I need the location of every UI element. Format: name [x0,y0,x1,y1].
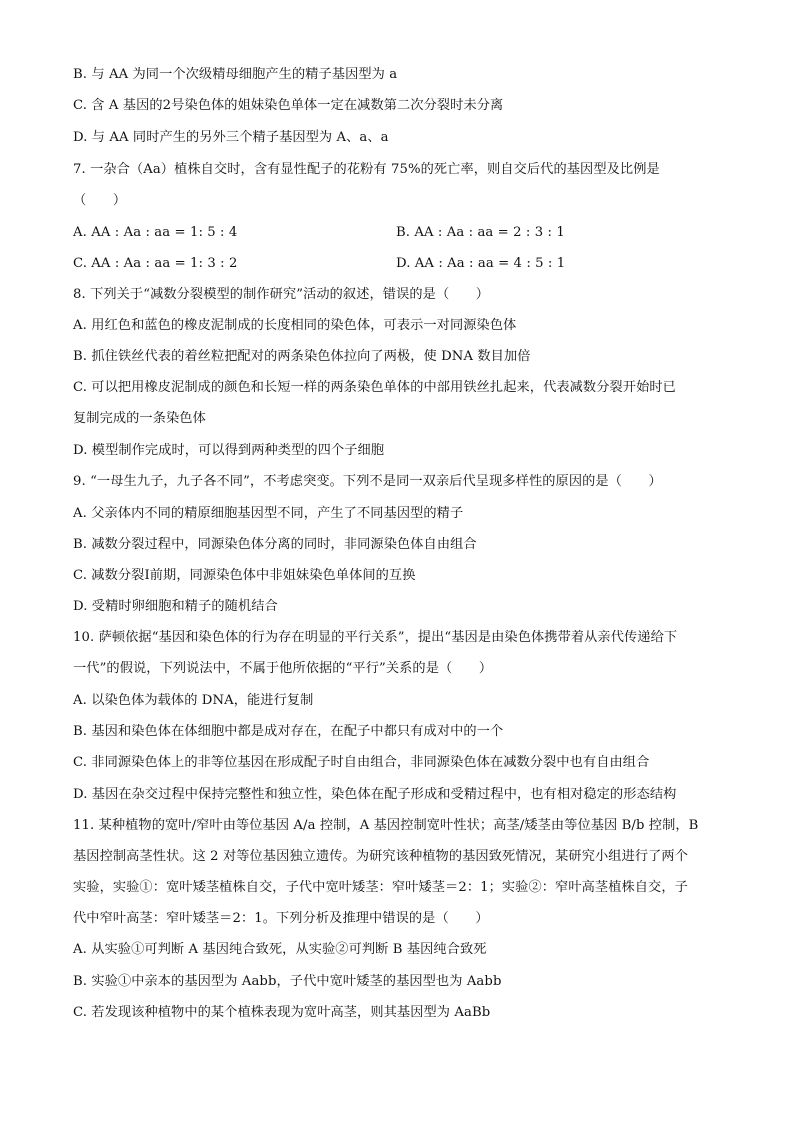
question-9-stem: 9. “一母生九子，九子各不同”，不考虑突变。下列不是同一双亲后代呈现多样性的原因的是（ ） [73,474,662,489]
option-8c-cont: 复制完成的一条染色体 [73,411,206,426]
option-8a: A. 用红色和蓝色的橡皮泥制成的长度相同的染色体，可表示一对同源染色体 [73,318,517,333]
option-11a: A. 从实验①可判断 A 基因纯合致死，从实验②可判断 B 基因纯合致死 [73,942,487,957]
question-10-stem-cont: 一代”的假说，下列说法中，不属于他所依据的“平行”关系的是（ ） [73,661,493,676]
option-7c: C. AA : Aa : aa = 1: 3 : 2 [73,256,238,271]
option-8c: C. 可以把用橡皮泥制成的颜色和长短一样的两条染色单体的中部用铁丝扎起来，代表减数分裂开始时已 [73,380,676,395]
question-10-stem: 10. 萨顿依据“基因和染色体的行为存在明显的平行关系”，提出“基因是由染色体携带着从亲代传递给下 [73,630,678,645]
option-10d: D. 基因在杂交过程中保持完整性和独立性，染色体在配子形成和受精过程中，也有相对稳定的形态结构 [73,787,677,802]
option-7b: B. AA : Aa : aa = 2 : 3 : 1 [396,225,565,240]
option-8b: B. 抓住铁丝代表的着丝粒把配对的两条染色体拉向了两极，使 DNA 数目加倍 [73,349,531,364]
option-6b: B. 与 AA 为同一个次级精母细胞产生的精子基因型为 a [73,67,398,82]
question-7-blank: （ ） [73,193,127,208]
option-9b: B. 减数分裂过程中，同源染色体分离的同时，非同源染色体自由组合 [73,537,477,552]
option-10b: B. 基因和染色体在体细胞中都是成对存在，在配子中都只有成对中的一个 [73,724,504,739]
question-11-stem: 11. 某种植物的宽叶/窄叶由等位基因 A/a 控制，A 基因控制宽叶性状；高茎/矮茎由等位基因 B/b 控制，B [73,818,699,833]
option-11c: C. 若发现该种植物中的某个植株表现为宽叶高茎，则其基因型为 AaBb [73,1005,491,1020]
question-7-stem: 7. 一杂合（Aa）植株自交时，含有显性配子的花粉有 75%的死亡率，则自交后代的基因型及比例是 [73,162,660,177]
question-11-stem-cont3: 代中窄叶高茎：窄叶矮茎＝2：1。下列分析及推理中错误的是（ ） [73,911,489,926]
option-9d: D. 受精时卵细胞和精子的随机结合 [73,599,278,614]
option-7d: D. AA : Aa : aa = 4 : 5 : 1 [396,256,566,271]
option-9c: C. 减数分裂Ⅰ前期，同源染色体中非姐妹染色单体间的互换 [73,568,416,583]
option-11b: B. 实验①中亲本的基因型为 Aabb，子代中宽叶矮茎的基因型也为 Aabb [73,974,502,989]
option-6d: D. 与 AA 同时产生的另外三个精子基因型为 A、a、a [73,130,389,145]
option-10c: C. 非同源染色体上的非等位基因在形成配子时自由组合，非同源染色体在减数分裂中也有自由组合 [73,755,650,770]
option-10a: A. 以染色体为载体的 DNA，能进行复制 [73,693,314,708]
option-6c: C. 含 A 基因的2号染色体的姐妹染色单体一定在减数第二次分裂时未分离 [73,98,504,113]
question-11-stem-cont1: 基因控制高茎性状。这 2 对等位基因独立遗传。为研究该种植物的基因致死情况，某研究小组进行了两个 [73,849,689,864]
option-7a: A. AA : Aa : aa = 1: 5 : 4 [73,225,238,240]
option-8d: D. 模型制作完成时，可以得到两种类型的四个子细胞 [73,443,385,458]
option-9a: A. 父亲体内不同的精原细胞基因型不同，产生了不同基因型的精子 [73,506,464,521]
question-8-stem: 8. 下列关于“减数分裂模型的制作研究”活动的叙述，错误的是（ ） [73,287,490,302]
question-11-stem-cont2: 实验，实验①：宽叶矮茎植株自交，子代中宽叶矮茎：窄叶矮茎＝2：1；实验②：窄叶高茎植株自交，子 [73,880,688,895]
